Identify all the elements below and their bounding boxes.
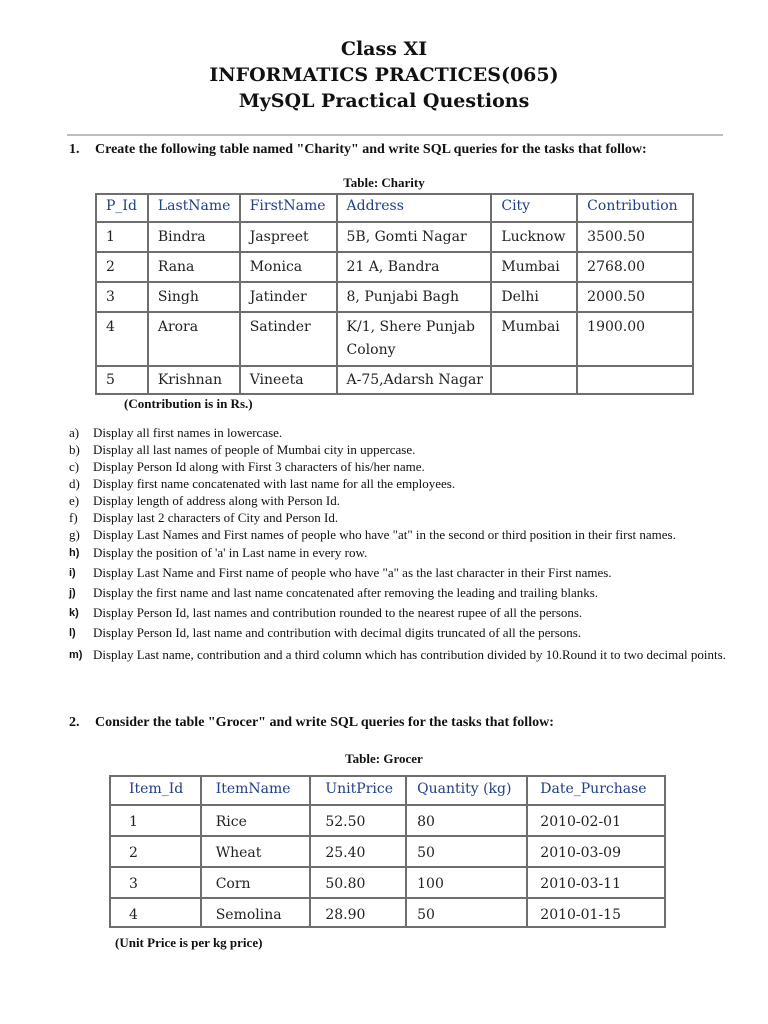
table-cell: Arora: [148, 312, 240, 366]
list-item: [69, 442, 729, 458]
item-label: d): [69, 476, 80, 491]
charity-table: [95, 193, 694, 395]
table-cell: Rice: [201, 805, 311, 836]
divider: [67, 134, 723, 136]
table-cell: Mumbai: [491, 252, 577, 282]
table-cell: 4: [96, 312, 148, 366]
column-header: Date_Purchase: [527, 776, 665, 805]
list-item: [69, 459, 729, 475]
table-cell: 50: [406, 836, 527, 867]
list-item: [69, 510, 729, 526]
table-cell: 4: [110, 898, 201, 927]
item-text: Display all first names in lowercase.: [93, 425, 283, 440]
table-cell: Rana: [148, 252, 240, 282]
table-cell: 2: [96, 252, 148, 282]
question-2-text: Consider the table "Grocer" and write SQL queries for the tasks that follow:: [95, 715, 554, 730]
item-text: Display Person Id, last name and contribution with decimal digits truncated of all the persons.: [93, 625, 582, 640]
column-header: City: [491, 194, 577, 222]
table-cell: Wheat: [201, 836, 311, 867]
item-text: Display Person Id, last names and contribution rounded to the nearest rupee of all the persons.: [93, 605, 583, 620]
item-text: Display first name concatenated with last name for all the employees.: [93, 476, 456, 491]
table-row: [96, 222, 693, 252]
item-text: Display length of address along with Person Id.: [93, 493, 340, 508]
table-cell: 100: [406, 867, 527, 898]
item-label: e): [69, 493, 80, 508]
table-cell: Monica: [240, 252, 337, 282]
table-cell: 1900.00: [577, 312, 693, 366]
table-cell: Krishnan: [148, 366, 240, 394]
grocer-table: [109, 775, 666, 928]
table-cell: 3500.50: [577, 222, 693, 252]
item-text: Display all last names of people of Mumbai city in uppercase.: [93, 442, 416, 457]
item-label: j): [69, 587, 76, 599]
table-cell: 50: [406, 898, 527, 927]
table-cell: 28.90: [310, 898, 406, 927]
item-text: Display Last name, contribution and a third column which has contribution divided by 10.Round it to two decimal points.: [93, 647, 726, 662]
grocer-header-row: [110, 776, 665, 805]
column-header: Contribution: [577, 194, 693, 222]
table-cell: Bindra: [148, 222, 240, 252]
table-cell: 1: [110, 805, 201, 836]
table-cell: [577, 366, 693, 394]
table-cell: 2: [110, 836, 201, 867]
table-cell: 52.50: [310, 805, 406, 836]
table-cell: Singh: [148, 282, 240, 312]
document-title: [0, 36, 768, 114]
table-row: [110, 805, 665, 836]
list-item: [69, 585, 729, 601]
column-header: FirstName: [240, 194, 337, 222]
table-cell: 1: [96, 222, 148, 252]
list-item: [69, 605, 729, 621]
list-item: [69, 425, 729, 441]
table-row: [96, 312, 693, 366]
title-heading: MySQL Practical Questions: [238, 90, 530, 112]
list-item: [69, 565, 729, 581]
column-header: ItemName: [201, 776, 311, 805]
column-header: Address: [337, 194, 492, 222]
item-text: Display the first name and last name concatenated after removing the leading and trailing blanks.: [93, 585, 599, 600]
item-label: c): [69, 459, 80, 474]
table-cell: Lucknow: [491, 222, 577, 252]
item-label: k): [69, 607, 79, 619]
table-row: [96, 282, 693, 312]
table-cell: 2010-01-15: [527, 898, 665, 927]
table-row: [110, 898, 665, 927]
table-cell: Mumbai: [491, 312, 577, 366]
title-subject: INFORMATICS PRACTICES(065): [209, 64, 559, 86]
table-row: [96, 366, 693, 394]
table-cell: A-75,Adarsh Nagar: [337, 366, 492, 394]
question-1-text: Create the following table named "Charity" and write SQL queries for the tasks that follow:: [95, 142, 647, 157]
list-item: [69, 645, 729, 665]
charity-header-row: [96, 194, 693, 222]
table-cell: Satinder: [240, 312, 337, 366]
table-cell: Delhi: [491, 282, 577, 312]
column-header: LastName: [148, 194, 240, 222]
question-1-tasks: [69, 425, 729, 665]
question-1-number: 1.: [69, 142, 80, 157]
table-row: [110, 836, 665, 867]
item-label: h): [69, 547, 80, 559]
item-label: m): [69, 649, 83, 661]
table-cell: 50.80: [310, 867, 406, 898]
list-item: [69, 625, 729, 641]
table-cell: 80: [406, 805, 527, 836]
list-item: [69, 545, 729, 561]
table-cell: 8, Punjabi Bagh: [337, 282, 492, 312]
table-cell: Vineeta: [240, 366, 337, 394]
item-text: Display last 2 characters of City and Person Id.: [93, 510, 339, 525]
table-cell: 5: [96, 366, 148, 394]
item-text: Display Last Names and First names of people who have "at" in the second or third position in their first names.: [93, 527, 676, 542]
table-cell: 2010-02-01: [527, 805, 665, 836]
charity-note: (Contribution is in Rs.): [124, 396, 253, 411]
table-cell: 2010-03-11: [527, 867, 665, 898]
table-cell: 21 A, Bandra: [337, 252, 492, 282]
table-cell: [491, 366, 577, 394]
table-cell: 5B, Gomti Nagar: [337, 222, 492, 252]
table-cell: Jatinder: [240, 282, 337, 312]
table-cell: 3: [96, 282, 148, 312]
grocer-table-title: Table: Grocer: [345, 751, 423, 766]
table-row: [110, 867, 665, 898]
table-cell: Semolina: [201, 898, 311, 927]
grocer-note: (Unit Price is per kg price): [115, 935, 263, 950]
table-cell: 3: [110, 867, 201, 898]
item-label: a): [69, 425, 80, 440]
item-text: Display the position of 'a' in Last name in every row.: [93, 545, 368, 560]
table-cell: K/1, Shere Punjab Colony: [337, 312, 492, 366]
column-header: UnitPrice: [310, 776, 406, 805]
column-header: Item_Id: [110, 776, 201, 805]
list-item: [69, 476, 729, 492]
title-class: Class XI: [340, 38, 428, 60]
table-cell: 2000.50: [577, 282, 693, 312]
item-label: b): [69, 442, 80, 457]
item-text: Display Person Id along with First 3 characters of his/her name.: [93, 459, 425, 474]
column-header: P_Id: [96, 194, 148, 222]
item-label: g): [69, 527, 80, 542]
table-cell: 2010-03-09: [527, 836, 665, 867]
table-cell: 25.40: [310, 836, 406, 867]
column-header: Quantity (kg): [406, 776, 527, 805]
item-label: f): [69, 510, 78, 525]
list-item: [69, 493, 729, 509]
item-label: l): [69, 627, 76, 639]
charity-table-title: Table: Charity: [343, 175, 425, 190]
list-item: [69, 527, 729, 543]
table-cell: Corn: [201, 867, 311, 898]
table-cell: 2768.00: [577, 252, 693, 282]
item-label: i): [69, 567, 76, 579]
question-2-number: 2.: [69, 715, 80, 730]
table-cell: Jaspreet: [240, 222, 337, 252]
item-text: Display Last Name and First name of people who have "a" as the last character in their First names.: [93, 565, 612, 580]
table-row: [96, 252, 693, 282]
